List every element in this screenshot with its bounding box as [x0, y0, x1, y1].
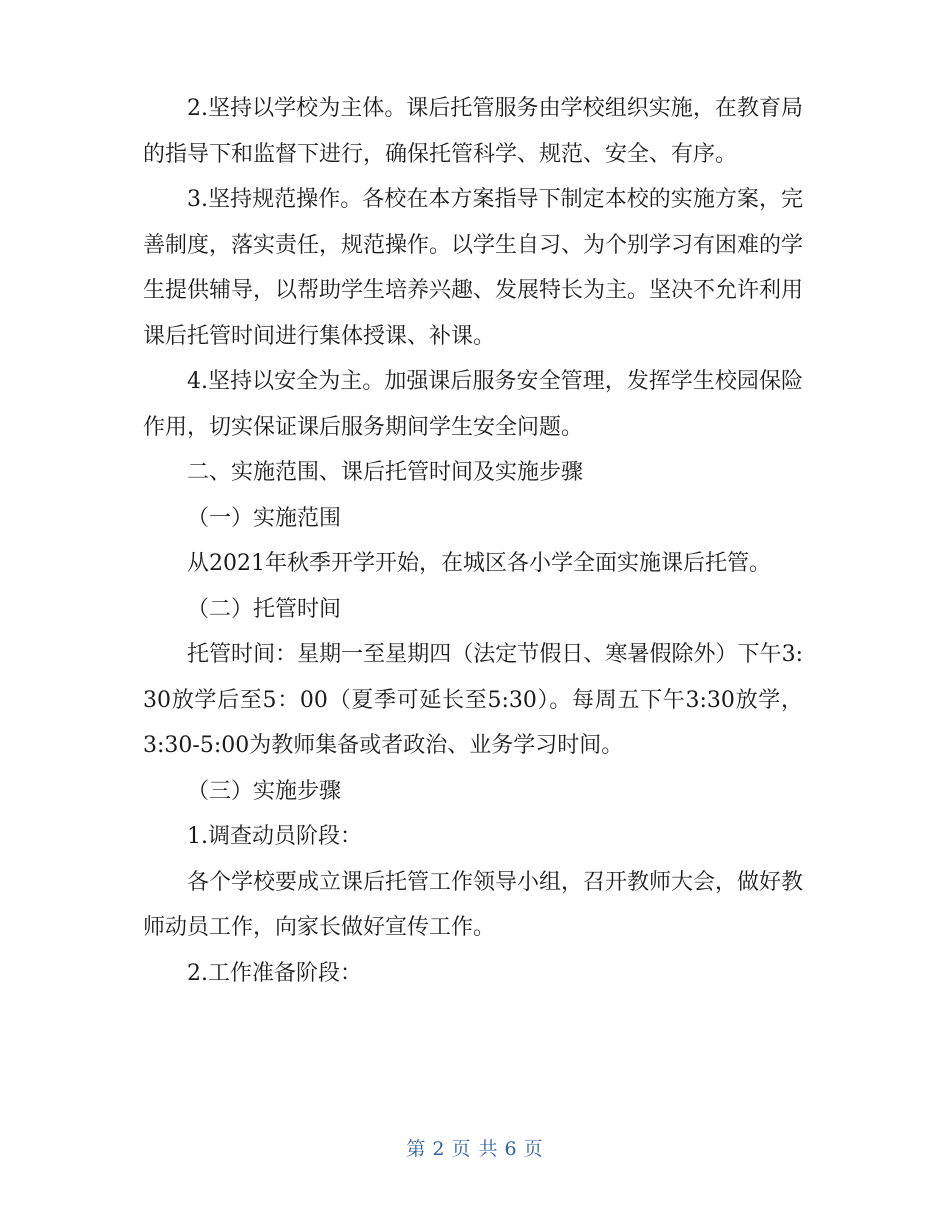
page-number-footer	[0, 1134, 950, 1161]
subheading-time: （二）托管时间	[187, 596, 342, 622]
paragraph-principle-2: 2.坚持以学校为主体。课后托管服务由学校组织实施，在教育局的指导下和监督下进行，确保托管科学、规范、安全、有序。	[143, 96, 803, 167]
section-heading-2: 二、实施范围、课后托管时间及实施步骤	[187, 460, 584, 485]
page-total: 6	[504, 1138, 518, 1160]
step-heading-1: 1.调查动员阶段：	[187, 824, 362, 849]
paragraph-principle-3: 3.坚持规范操作。各校在本方案指导下制定本校的实施方案，完善制度，落实责任，规范操作。以学生自习、为个别学习有困难的学生提供辅导，以帮助学生培养兴趣、发展特长为主。坚决不允许利用课后托管时间进行集体授课、补课。	[143, 187, 804, 349]
page-suffix: 页	[523, 1138, 544, 1160]
paragraph-time: 托管时间：星期一至星期四（法定节假日、寒暑假除外）下午3:30放学后至5：00（夏季可延长至5:30）。每周五下午3:30放学，3:30-5:00为教师集备或者政治、业务学习时间。	[143, 642, 803, 758]
document-body	[143, 86, 803, 996]
page-prefix: 第	[406, 1138, 427, 1160]
paragraph-step-1: 各个学校要成立课后托管工作领导小组，召开教师大会，做好教师动员工作，向家长做好宣传工作。	[143, 869, 804, 940]
page-current: 2	[432, 1138, 446, 1160]
subheading-steps: （三）实施步骤	[187, 778, 342, 804]
paragraph-scope: 从2021年秋季开学开始，在城区各小学全面实施课后托管。	[187, 551, 771, 576]
page-mid: 页 共	[451, 1138, 499, 1160]
step-heading-2: 2.工作准备阶段：	[187, 960, 362, 986]
paragraph-principle-4: 4.坚持以安全为主。加强课后服务安全管理，发挥学生校园保险作用，切实保证课后服务期间学生安全问题。	[143, 369, 803, 440]
subheading-scope: （一）实施范围	[187, 505, 342, 531]
